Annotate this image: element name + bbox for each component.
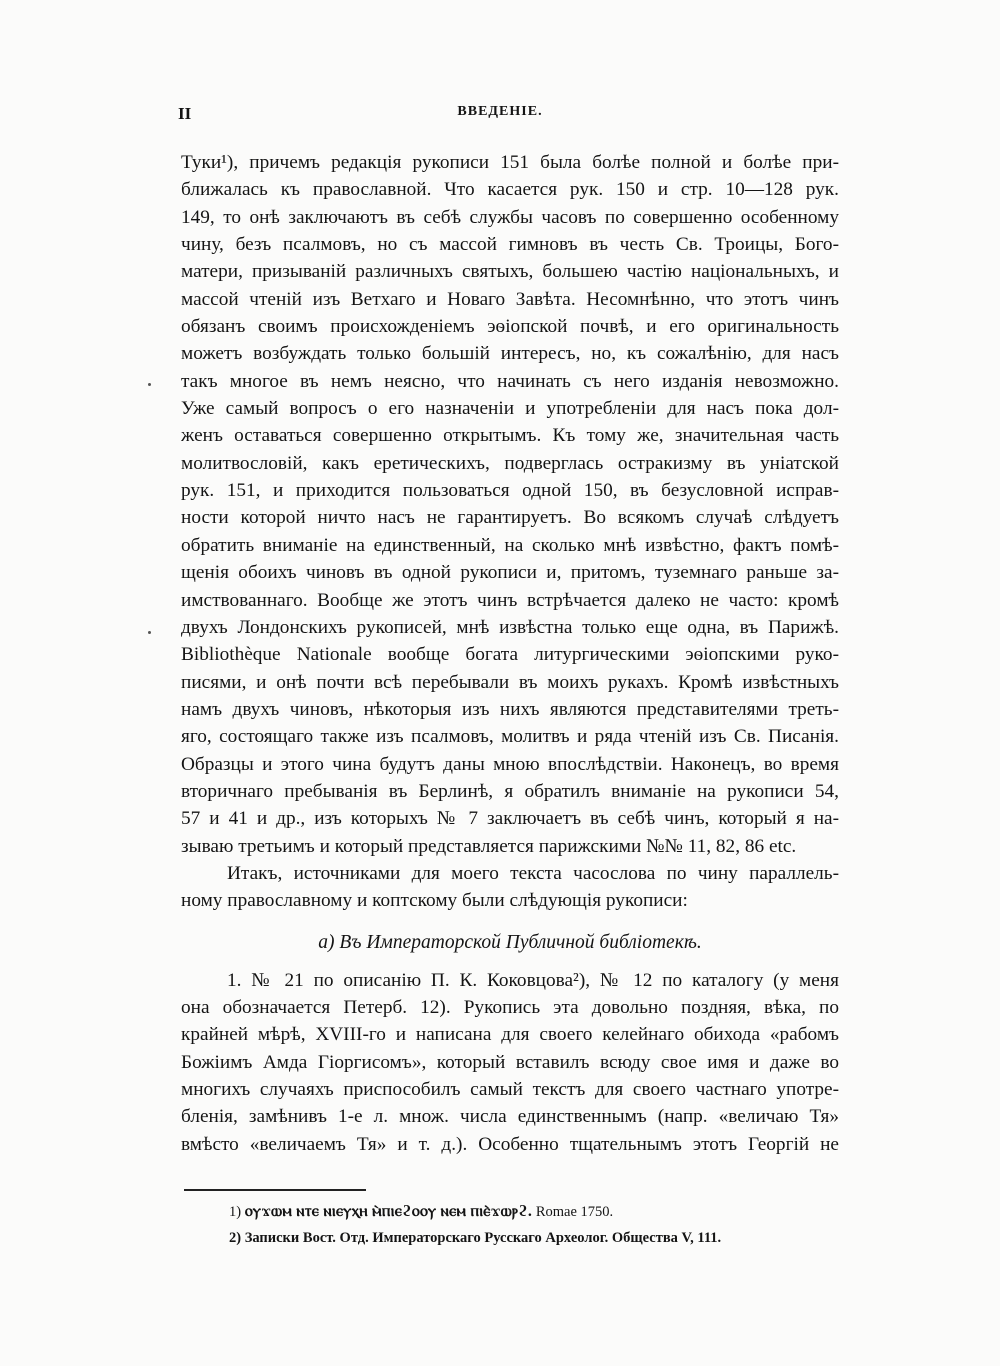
text-line: Образцы и этого чина будутъ даны мною впослѣдствіи. Наконецъ, во время bbox=[181, 753, 839, 775]
text-line: многихъ случаяхъ приспособилъ самый текстъ для своего частнаго употре- bbox=[181, 1079, 839, 1100]
text-line: матери, призываній различныхъ святыхъ, большею частію національныхъ, и bbox=[181, 261, 839, 283]
text-line: женъ оставаться совершенно открытымъ. Къ тому же, значительная часть bbox=[181, 425, 839, 447]
imprint: Romae 1750. bbox=[535, 1204, 614, 1220]
spacer bbox=[181, 957, 839, 967]
text-line: рук. 151, и приходится пользоваться одной 150, въ безусловной исправ- bbox=[181, 480, 839, 502]
text-line: Bibliothèque Nationale вообще богата литургическими эѳіопскими руко- bbox=[181, 644, 839, 666]
text-line: 57 и 41 и др., изъ которыхъ № 7 заключаетъ въ себѣ чинъ, который я на- bbox=[181, 808, 839, 830]
spacer bbox=[181, 915, 839, 929]
footnote-rule bbox=[184, 1189, 366, 1191]
text-line: чину, безъ псалмовъ, но съ массой гимновъ въ честь Св. Троицы, Бого- bbox=[181, 234, 839, 256]
text-line: щенія обоихъ чиновъ въ одной рукописи и, притомъ, туземнаго раньше за- bbox=[181, 562, 839, 584]
text-line: обязанъ своимъ происхожденіемъ эѳіопской почвѣ, и его оригинальность bbox=[181, 316, 839, 338]
text-line: обратить вниманіе на единственный, на сколько мнѣ извѣстно, фактъ помѣ- bbox=[181, 534, 839, 556]
page-number: II bbox=[178, 104, 192, 123]
paragraph-1 bbox=[181, 149, 839, 860]
paragraph-2 bbox=[181, 860, 839, 915]
text-line: молитвословій, какъ еретическихъ, подверглась остракизму въ уніатской bbox=[181, 452, 839, 474]
footnotes bbox=[229, 1199, 839, 1251]
text-line: яго, состоящаго также изъ псалмовъ, молитвъ и ряда чтеній изъ Св. Писанія. bbox=[181, 726, 839, 748]
footnote-2: 2) Записки Вост. Отд. Императорскаго Русскаго Археолог. Общества V, 111. bbox=[229, 1230, 722, 1246]
text-line: крайней мѣрѣ, XVIII-го и написана для своего келейнаго обихода «рабомъ bbox=[181, 1024, 839, 1046]
paragraph-3 bbox=[181, 967, 839, 1158]
text-line: 149, то онѣ заключаютъ въ себѣ службы часовъ по совершенно особенному bbox=[181, 206, 839, 228]
text-line: Итакъ, источниками для моего текста часослова по чину параллель- bbox=[227, 862, 839, 884]
text-line: ному православному и коптскому были слѣдующія рукописи: bbox=[181, 890, 688, 912]
text-line: зываю третьимъ и который представляется парижскими №№ 11, 82, 86 etc. bbox=[181, 835, 797, 857]
text-line: Божіимъ Амда Гіоргисомъ», который вставилъ всюду свое имя и даже во bbox=[181, 1051, 839, 1073]
text-line: такъ многое въ немъ неясно, что начинать съ него изданія невозможно. bbox=[181, 370, 839, 392]
section-subheading: а) Въ Императорской Публичной библіотекѣ. bbox=[318, 931, 702, 953]
text-line: она обозначается Петерб. 12). Рукопись эта довольно поздняя, вѣка, по bbox=[181, 996, 839, 1018]
text-line: ближалась къ православной. Что касается рук. 150 и стр. 10—128 рук. bbox=[181, 179, 839, 201]
text-line: вмѣсто «величаемъ Тя» и т. д.). Особенно тщательнымъ этотъ Георгій не bbox=[181, 1133, 839, 1155]
footnote-1 bbox=[229, 1199, 839, 1225]
text-line: Уже самый вопросъ о его назначеніи и употребленіи для насъ пока дол- bbox=[181, 398, 839, 420]
text-line: Туки¹), причемъ редакція рукописи 151 была болѣе полной и болѣе при- bbox=[181, 152, 839, 173]
text-line: массой чтеній изъ Ветхаго и Новаго Завѣта. Несомнѣнно, что этотъ чинъ bbox=[181, 288, 839, 310]
text-line: имствованнаго. Вообще же этотъ чинъ встрѣчается далеко не часто: кромѣ bbox=[181, 589, 839, 611]
text-line: 1. № 21 по описанію П. К. Коковцова²), № 12 по каталогу (у меня bbox=[227, 969, 839, 991]
text-line: бленія, замѣнивъ 1-е л. множ. числа единственнымъ (напр. «величаю Тя» bbox=[181, 1106, 839, 1128]
margin-speck bbox=[148, 631, 151, 634]
coptic-title: ⲟⲩϫⲱⲙ ⲛⲧⲉ ⲛⲓⲉⲩⲭⲏ ⲙ̀ⲡⲓⲉϩⲟⲟⲩ ⲛⲉⲙ ⲡⲓⲉ̀ϫⲱⲣϩ. bbox=[244, 1203, 533, 1220]
main-text bbox=[181, 149, 839, 1158]
footnote-marker: 1) bbox=[229, 1204, 242, 1220]
text-line: намъ двухъ чиновъ, нѣкоторыя изъ нихъ являются представителями треть- bbox=[181, 698, 839, 720]
margin-speck bbox=[148, 383, 151, 386]
text-line: можетъ возбуждать только большій интересъ, но, къ сожалѣнію, для насъ bbox=[181, 343, 839, 365]
text-line: ности которой ничто насъ не гарантируетъ. Во всякомъ случаѣ слѣдуетъ bbox=[181, 507, 839, 529]
text-line: вторичнаго пребыванія въ Берлинѣ, я обратилъ вниманіе на рукописи 54, bbox=[181, 780, 839, 802]
text-line: писями, и онѣ почти всѣ перебывали въ моихъ рукахъ. Кромѣ извѣстныхъ bbox=[181, 671, 839, 693]
running-title: ВВЕДЕНІЕ. bbox=[457, 104, 543, 119]
text-line: двухъ Лондонскихъ рукописей, мнѣ извѣстна только еще одна, въ Парижѣ. bbox=[181, 616, 839, 638]
